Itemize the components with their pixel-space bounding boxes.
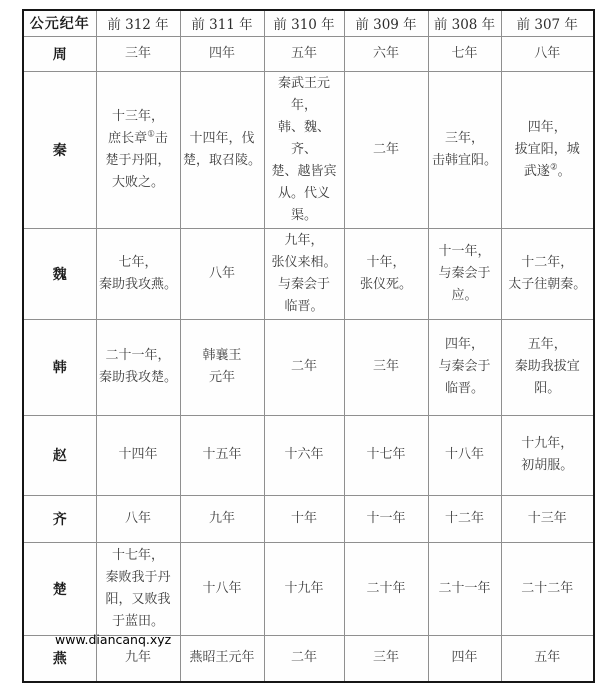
table-cell: 二年	[264, 319, 344, 415]
table-cell: 四年， 拔宜阳，城 武遂②。	[501, 71, 594, 228]
chronology-table	[22, 9, 595, 683]
table-row	[23, 36, 594, 71]
table-cell: 秦武王元年， 韩、魏、齐、 楚、越皆宾 从。代义渠。	[264, 71, 344, 228]
table-cell: 四年	[428, 635, 501, 682]
table-cell: 十八年	[180, 542, 264, 635]
table-cell: 八年	[180, 228, 264, 319]
table-cell: 十九年， 初胡服。	[501, 415, 594, 495]
row-label: 韩	[23, 319, 96, 415]
table-cell: 五年	[501, 635, 594, 682]
table-cell: 二十二年	[501, 542, 594, 635]
table-cell: 七年	[428, 36, 501, 71]
table-cell: 十年， 张仪死。	[344, 228, 428, 319]
table-cell: 十八年	[428, 415, 501, 495]
table-cell: 十二年	[428, 495, 501, 542]
table-cell: 十四年	[96, 415, 180, 495]
table-cell: 八年	[96, 495, 180, 542]
table-cell: 十一年， 与秦会于 应。	[428, 228, 501, 319]
table-cell: 十四年，伐 楚，取召陵。	[180, 71, 264, 228]
row-label: 楚	[23, 542, 96, 635]
row-label: 魏	[23, 228, 96, 319]
table-cell: 三年	[344, 635, 428, 682]
table-cell: 二十一年， 秦助我攻楚。	[96, 319, 180, 415]
header-cell-year: 前 309 年	[344, 10, 428, 36]
row-label: 周	[23, 36, 96, 71]
table-cell: 十三年	[501, 495, 594, 542]
table-cell: 三年， 击韩宜阳。	[428, 71, 501, 228]
table-cell: 三年	[344, 319, 428, 415]
table-cell: 燕昭王元年	[180, 635, 264, 682]
table-cell: 四年， 与秦会于 临晋。	[428, 319, 501, 415]
table-cell: 韩襄王 元年	[180, 319, 264, 415]
row-label: 燕	[23, 635, 96, 682]
table-cell: 十七年	[344, 415, 428, 495]
table-cell: 十一年	[344, 495, 428, 542]
table-cell: 四年	[180, 36, 264, 71]
table-cell: 二十年	[344, 542, 428, 635]
table-cell: 八年	[501, 36, 594, 71]
table-cell: 六年	[344, 36, 428, 71]
header-cell-year: 前 310 年	[264, 10, 344, 36]
table-cell: 九年， 张仪来相。 与秦会于 临晋。	[264, 228, 344, 319]
table-cell: 十年	[264, 495, 344, 542]
table-cell: 十六年	[264, 415, 344, 495]
header-cell-year: 前 311 年	[180, 10, 264, 36]
table-cell: 五年， 秦助我拔宜阳。	[501, 319, 594, 415]
table-cell: 七年， 秦助我攻燕。	[96, 228, 180, 319]
table-cell: 二十一年	[428, 542, 501, 635]
row-label: 秦	[23, 71, 96, 228]
header-cell-era: 公元纪年	[23, 10, 96, 36]
row-label: 齐	[23, 495, 96, 542]
table-row	[23, 542, 594, 635]
header-cell-year: 前 308 年	[428, 10, 501, 36]
table-cell: 三年	[96, 36, 180, 71]
table-row	[23, 228, 594, 319]
table-cell: 十二年， 太子往朝秦。	[501, 228, 594, 319]
row-label: 赵	[23, 415, 96, 495]
chronology-table-container	[22, 9, 595, 683]
header-cell-year: 前 312 年	[96, 10, 180, 36]
table-cell: 十三年， 庶长章①击 楚于丹阳， 大败之。	[96, 71, 180, 228]
table-row	[23, 495, 594, 542]
table-cell: 二年	[264, 635, 344, 682]
table-cell: 九年	[180, 495, 264, 542]
table-cell: 五年	[264, 36, 344, 71]
table-cell: 十五年	[180, 415, 264, 495]
table-cell: 十七年， 秦败我于丹 阳，又败我 于蓝田。	[96, 542, 180, 635]
table-row	[23, 415, 594, 495]
table-cell: 二年	[344, 71, 428, 228]
header-cell-year: 前 307 年	[501, 10, 594, 36]
table-row	[23, 319, 594, 415]
table-cell: 十九年	[264, 542, 344, 635]
table-row	[23, 71, 594, 228]
watermark-url: www.diancanq.xyz	[55, 632, 172, 647]
table-cell: 九年	[96, 635, 180, 682]
header-row	[23, 10, 594, 36]
